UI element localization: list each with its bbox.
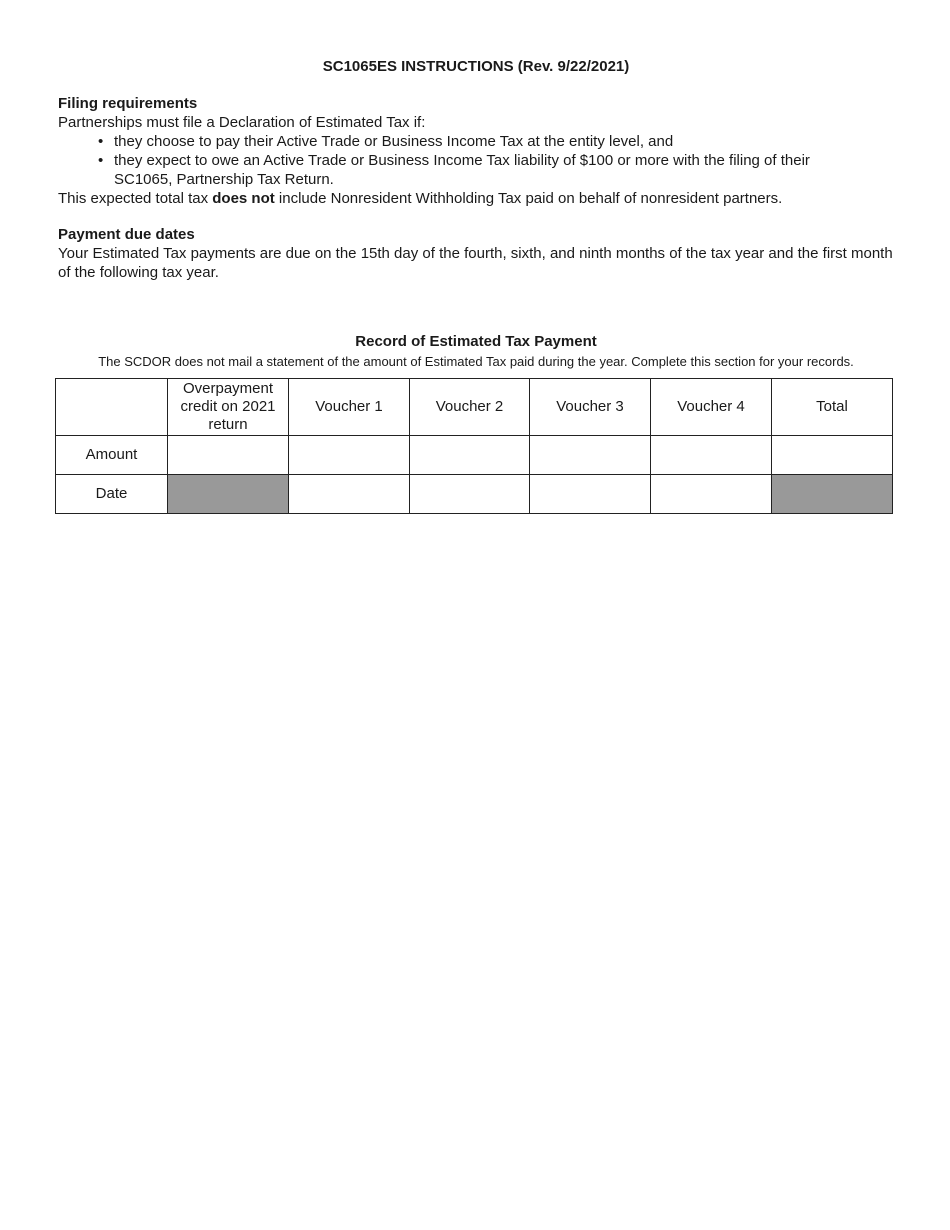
record-note: The SCDOR does not mail a statement of the amount of Estimated Tax paid during the year. Complete this section for your records. bbox=[98, 354, 854, 369]
column-header: Voucher 3 bbox=[530, 379, 651, 436]
filing-bullet-list bbox=[58, 132, 894, 189]
amount-voucher-4-cell[interactable] bbox=[651, 436, 772, 475]
filing-bullet: • they expect to owe an Active Trade or Business Income Tax liability of $100 or more with the filing of their SC1065, Partnership Tax Return. bbox=[114, 151, 844, 189]
amount-voucher-3-cell[interactable] bbox=[530, 436, 651, 475]
column-header: Voucher 1 bbox=[289, 379, 410, 436]
date-total-shaded-cell bbox=[772, 475, 893, 514]
table-row-date bbox=[56, 475, 893, 514]
amount-voucher-1-cell[interactable] bbox=[289, 436, 410, 475]
estimated-tax-record-table bbox=[55, 378, 893, 514]
filing-intro: Partnerships must file a Declaration of Estimated Tax if: bbox=[58, 114, 426, 131]
amount-voucher-2-cell[interactable] bbox=[410, 436, 530, 475]
column-header: Overpayment credit on 2021 return bbox=[168, 379, 289, 436]
date-overpayment-shaded-cell bbox=[168, 475, 289, 514]
amount-total-cell[interactable] bbox=[772, 436, 893, 475]
filing-heading: Filing requirements bbox=[58, 95, 198, 112]
table-row-amount bbox=[56, 436, 893, 475]
row-label: Date bbox=[56, 475, 168, 514]
amount-overpayment-cell[interactable] bbox=[168, 436, 289, 475]
date-voucher-1-cell[interactable] bbox=[289, 475, 410, 514]
column-header: Voucher 2 bbox=[410, 379, 530, 436]
payment-heading: Payment due dates bbox=[58, 226, 195, 243]
payment-due-dates-section bbox=[58, 225, 894, 282]
page-title: SC1065ES INSTRUCTIONS (Rev. 9/22/2021) bbox=[322, 58, 630, 75]
column-header: Voucher 4 bbox=[651, 379, 772, 436]
payment-text: Your Estimated Tax payments are due on the 15th day of the fourth, sixth, and ninth months of the tax year and the first month of the following tax year. bbox=[58, 245, 893, 281]
date-voucher-3-cell[interactable] bbox=[530, 475, 651, 514]
filing-requirements-section bbox=[58, 94, 894, 208]
date-voucher-2-cell[interactable] bbox=[410, 475, 530, 514]
column-header: Total bbox=[772, 379, 893, 436]
table-header-row bbox=[56, 379, 893, 436]
filing-note: This expected total tax does not include Nonresident Withholding Tax paid on behalf of nonresident partners. bbox=[58, 190, 783, 207]
record-title: Record of Estimated Tax Payment bbox=[355, 333, 597, 350]
row-label: Amount bbox=[56, 436, 168, 475]
filing-bullet: • they choose to pay their Active Trade or Business Income Tax at the entity level, and bbox=[114, 132, 894, 151]
header-corner-cell bbox=[56, 379, 168, 436]
filing-note-emphasis: does not bbox=[212, 190, 275, 207]
date-voucher-4-cell[interactable] bbox=[651, 475, 772, 514]
